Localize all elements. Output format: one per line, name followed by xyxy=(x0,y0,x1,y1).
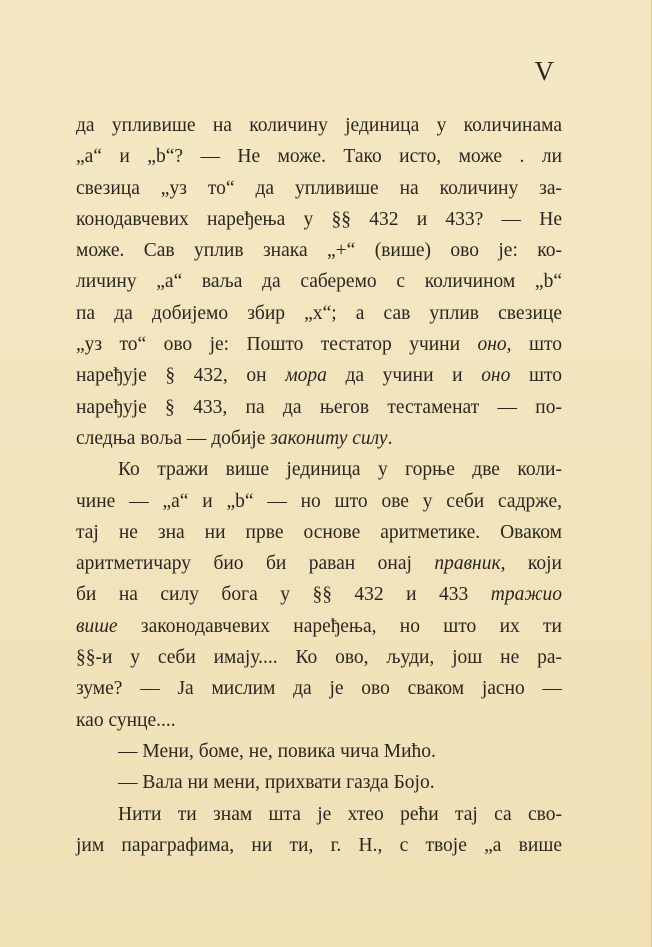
text-line xyxy=(76,204,562,235)
text-segment: — Вала ни мени, прихвати газда Бојо. xyxy=(118,772,435,794)
text-segment: §§-и у себи имају.... Ко ово, људи, још не ра- xyxy=(76,647,562,669)
text-line xyxy=(76,141,562,172)
text-segment: свезица „уз то“ да упливише на количину за- xyxy=(76,177,562,199)
text-line xyxy=(76,486,562,517)
text-segment: чине — „а“ и „b“ — но што ове у себи садрже, xyxy=(76,490,562,512)
italic-text: правник xyxy=(434,553,501,575)
text-segment: Ко тражи више јединица у горње две коли- xyxy=(118,459,562,481)
text-segment: личину „а“ ваља да саберемо с количином „b“ xyxy=(76,271,562,293)
italic-text: оно xyxy=(481,365,511,387)
text-line xyxy=(76,736,562,767)
text-segment: — Мени, боме, не, повика чича Мићо. xyxy=(118,740,436,762)
text-segment: као сунце.... xyxy=(76,709,176,731)
text-line xyxy=(76,329,562,360)
italic-text: више xyxy=(76,615,118,637)
italic-text: тражио xyxy=(490,584,562,606)
text-line xyxy=(76,579,562,610)
text-segment: да упливише на количину јединица у количинама xyxy=(76,115,562,136)
text-line xyxy=(76,454,562,485)
text-segment: „а“ и „b“? — Не може. Тако исто, може . ли xyxy=(76,146,562,168)
text-line xyxy=(76,673,562,704)
text-segment: што xyxy=(510,365,563,387)
text-segment: „уз то“ ово је: Пошто тестатор учини xyxy=(76,334,478,356)
text-line xyxy=(76,517,562,548)
text-line xyxy=(76,767,562,798)
text-line xyxy=(76,423,562,454)
text-line xyxy=(76,360,562,391)
text-segment: може. Сав уплив знака „+“ (више) ово је: ко- xyxy=(76,240,562,262)
text-line xyxy=(76,830,562,861)
text-line xyxy=(76,799,562,830)
text-line xyxy=(76,173,562,204)
italic-text: оно xyxy=(477,334,507,356)
text-segment: зуме? — Ја мислим да је ово сваком јасно — xyxy=(76,678,562,700)
text-line xyxy=(76,235,562,266)
text-segment: конодавчевих наређења у §§ 432 и 433? — Не xyxy=(76,208,562,230)
text-segment: законодавчевих наређења, но што их ти xyxy=(117,615,562,637)
text-segment: Нити ти знам шта је хтео рећи тај са сво- xyxy=(118,803,562,825)
text-segment: наређује § 432, он xyxy=(76,365,286,387)
text-line xyxy=(76,298,562,329)
text-line xyxy=(76,611,562,642)
text-segment: наређује § 433, па да његов тестаменат — по- xyxy=(76,396,562,418)
text-segment: да учини и xyxy=(326,365,482,387)
text-line xyxy=(76,705,562,736)
text-segment: , што xyxy=(506,334,562,356)
italic-text: закониту силу xyxy=(270,427,388,449)
text-segment: аритметичару био би раван онај xyxy=(76,553,435,575)
text-line xyxy=(76,642,562,673)
body-text xyxy=(76,110,562,861)
text-line xyxy=(76,110,562,141)
text-segment: тај не зна ни прве основе аритметике. Оваком xyxy=(76,521,562,543)
text-line xyxy=(76,548,562,579)
italic-text: мора xyxy=(285,365,327,387)
text-segment: па да добијемо збир „x“; а сав уплив свезице xyxy=(76,302,562,324)
text-segment: јим параграфима, ни ти, г. Н., с твоје „а више xyxy=(76,834,562,856)
text-line xyxy=(76,392,562,423)
text-segment: , који xyxy=(500,553,562,575)
text-segment: следња воља — добије xyxy=(76,427,271,449)
text-line xyxy=(76,266,562,297)
text-segment: . xyxy=(387,427,393,449)
text-segment: би на силу бога у §§ 432 и 433 xyxy=(76,584,491,606)
page-number: V xyxy=(534,56,555,86)
